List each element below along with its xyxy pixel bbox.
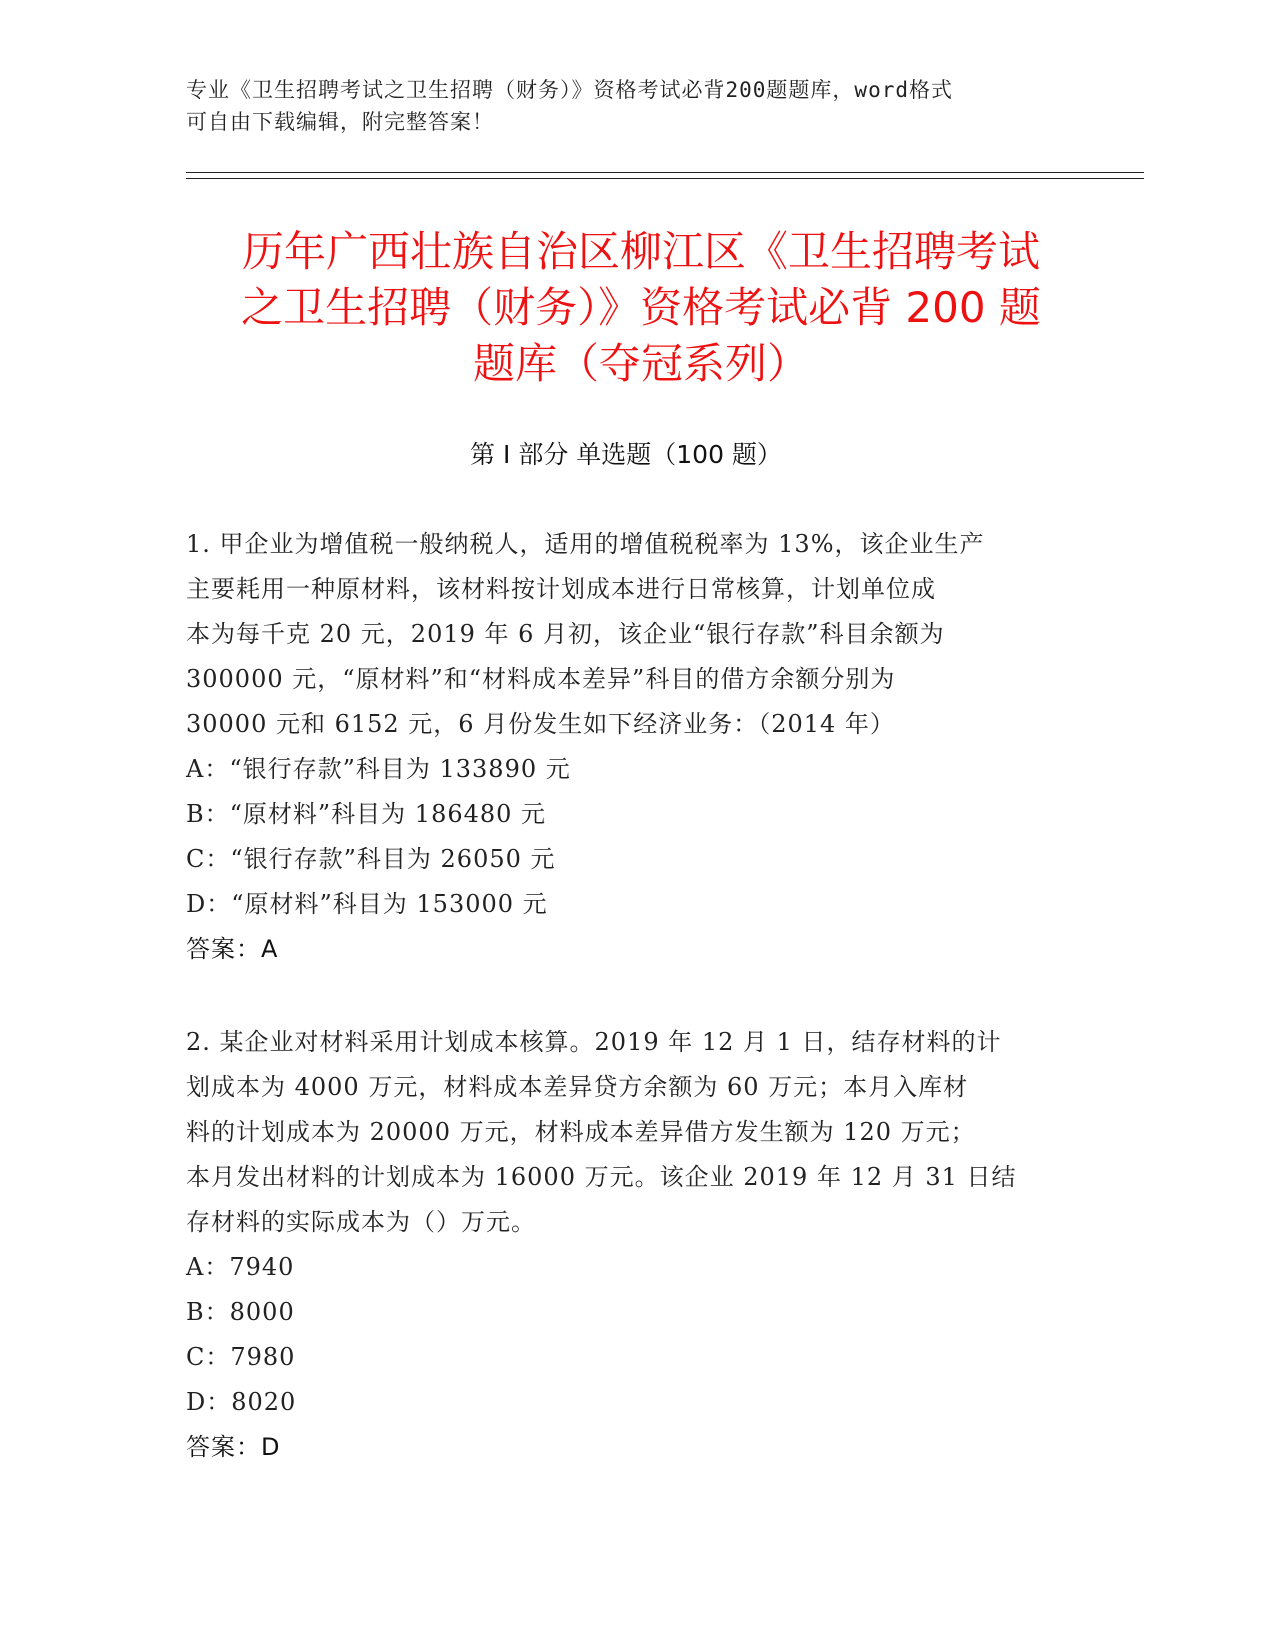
question-stem-line: 划成本为 4000 万元，材料成本差异贷方余额为 60 万元；本月入库材	[186, 1073, 969, 1101]
header-divider-bottom	[186, 178, 1144, 179]
answer-label: 答案：A	[186, 935, 279, 963]
question-stem-line: 2. 某企业对材料采用计划成本核算。2019 年 12 月 1 日，结存材料的计	[186, 1028, 1002, 1056]
question-stem-line: 本为每千克 20 元，2019 年 6 月初，该企业“银行存款”科目余额为	[186, 620, 945, 648]
document-title-line-1: 历年广西壮族自治区柳江区《卫生招聘考试	[241, 227, 1040, 276]
option-c: C：“银行存款”科目为 26050 元	[186, 845, 556, 873]
document-title-line-3: 题库（夺冠系列）	[472, 339, 809, 388]
question-stem-line: 料的计划成本为 20000 万元，材料成本差异借方发生额为 120 万元；	[186, 1118, 976, 1146]
question-stem-line: 主要耗用一种原材料，该材料按计划成本进行日常核算，计划单位成	[186, 575, 936, 603]
question-1	[186, 522, 1086, 972]
question-stem-line: 存材料的实际成本为（）万元。	[186, 1208, 536, 1236]
header-note-line-2: 可自由下载编辑，附完整答案！	[186, 110, 494, 134]
option-b: B：8000	[186, 1298, 295, 1326]
option-a: A：“银行存款”科目为 133890 元	[186, 755, 571, 783]
document-title	[186, 224, 1096, 392]
header-note-line-1: 专业《卫生招聘考试之卫生招聘（财务）》资格考试必背200题题库，word格式	[186, 78, 953, 102]
question-stem-line: 本月发出材料的计划成本为 16000 万元。该企业 2019 年 12 月 31 日结	[186, 1163, 1017, 1191]
header-divider-top	[186, 172, 1144, 173]
option-d: D：“原材料”科目为 153000 元	[186, 890, 548, 918]
header-note	[186, 74, 1066, 138]
document-title-line-2: 之卫生招聘（财务）》资格考试必背 200 题	[241, 283, 1041, 332]
answer-label: 答案：D	[186, 1433, 281, 1461]
option-c: C：7980	[186, 1343, 296, 1371]
question-2	[186, 1020, 1086, 1470]
question-stem-line: 30000 元和 6152 元，6 月份发生如下经济业务：（2014 年）	[186, 710, 895, 738]
option-d: D：8020	[186, 1388, 297, 1416]
section-heading: 第 I 部分 单选题（100 题）	[470, 440, 782, 469]
option-b: B：“原材料”科目为 186480 元	[186, 800, 547, 828]
option-a: A：7940	[186, 1253, 295, 1281]
question-stem-line: 1. 甲企业为增值税一般纳税人，适用的增值税税率为 13%，该企业生产	[186, 530, 985, 558]
question-stem-line: 300000 元，“原材料”和“材料成本差异”科目的借方余额分别为	[186, 665, 896, 693]
